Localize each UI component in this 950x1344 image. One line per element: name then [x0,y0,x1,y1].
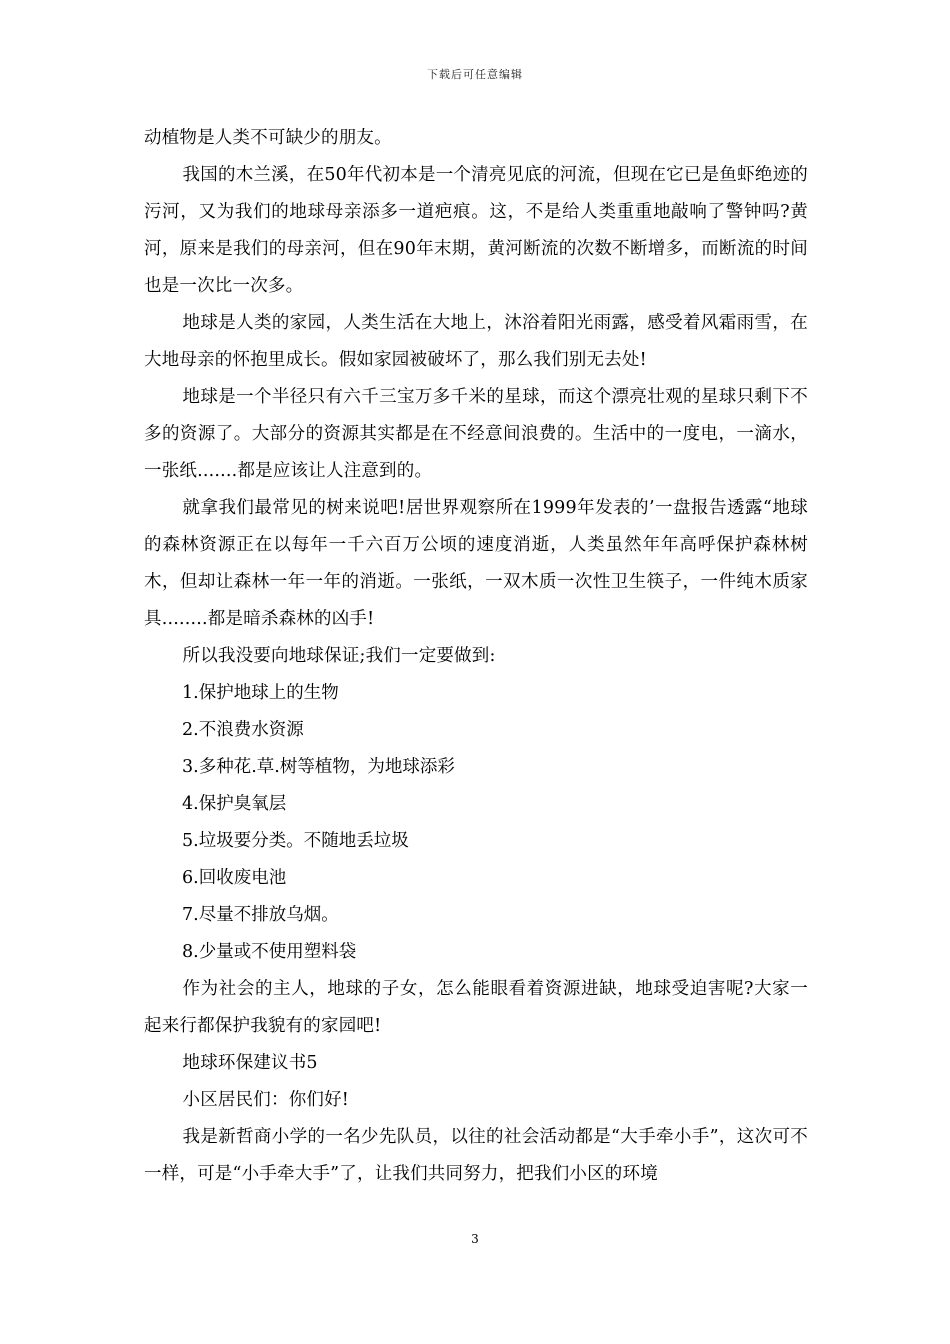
paragraph: 地球是人类的家园，人类生活在大地上，沐浴着阳光雨露，感受着风霜雨雪，在大地母亲的怀抱里成长。假如家园被破坏了，那么我们别无去处! [144,313,808,370]
page-header: 下载后可任意编辑 [427,68,523,81]
list-item: 8.少量或不使用塑料袋 [182,942,357,962]
section-title: 地球环保建议书5 [182,1053,318,1073]
salutation: 小区居民们：你们好! [182,1090,350,1110]
list-item: 3.多种花.草.树等植物，为地球添彩 [182,757,455,777]
paragraph: 就拿我们最常见的树来说吧!居世界观察所在1999年发表的’一盘报告透露“地球的森林资源正在以每年一千六百万公顷的速度消逝，人类虽然年年高呼保护森林树木，但却让森林一年一年的消逝。一张纸，一双木质一次性卫生筷子，一件纯木质家具........都是暗杀森林的凶手! [144,498,808,629]
paragraph: 地球是一个半径只有六千三宝万多千米的星球，而这个漂亮壮观的星球只剩下不多的资源了。大部分的资源其实都是在不经意间浪费的。生活中的一度电，一滴水，一张纸.......都是应该让人注意到的。 [144,387,808,481]
paragraph: 所以我没要向地球保证;我们一定要做到: [182,646,496,666]
list-item: 5.垃圾要分类。不随地丢垃圾 [182,831,409,851]
paragraph: 我是新哲商小学的一名少先队员，以往的社会活动都是“大手牵小手”，这次可不一样，可是“小手牵大手”了，让我们共同努力，把我们小区的环境 [144,1127,808,1184]
list-item: 1.保护地球上的生物 [182,683,339,703]
list-item: 2.不浪费水资源 [182,720,304,740]
list-item: 4.保护臭氧层 [182,794,287,814]
paragraph: 作为社会的主人，地球的子女，怎么能眼看着资源进缺，地球受迫害呢?大家一起来行都保护我貌有的家园吧! [144,979,808,1036]
list-item: 7.尽量不排放乌烟。 [182,905,339,925]
document-body [144,120,808,1193]
page-number: 3 [471,1232,479,1246]
list-item: 6.回收废电池 [182,868,287,888]
paragraph: 动植物是人类不可缺少的朋友。 [144,128,392,148]
paragraph: 我国的木兰溪，在50年代初本是一个清亮见底的河流，但现在它已是鱼虾绝迹的污河，又为我们的地球母亲添多一道疤痕。这，不是给人类重重地敲响了警钟吗?黄河，原来是我们的母亲河，但在90年末期，黄河断流的次数不断增多，而断流的时间也是一次比一次多。 [144,165,808,296]
